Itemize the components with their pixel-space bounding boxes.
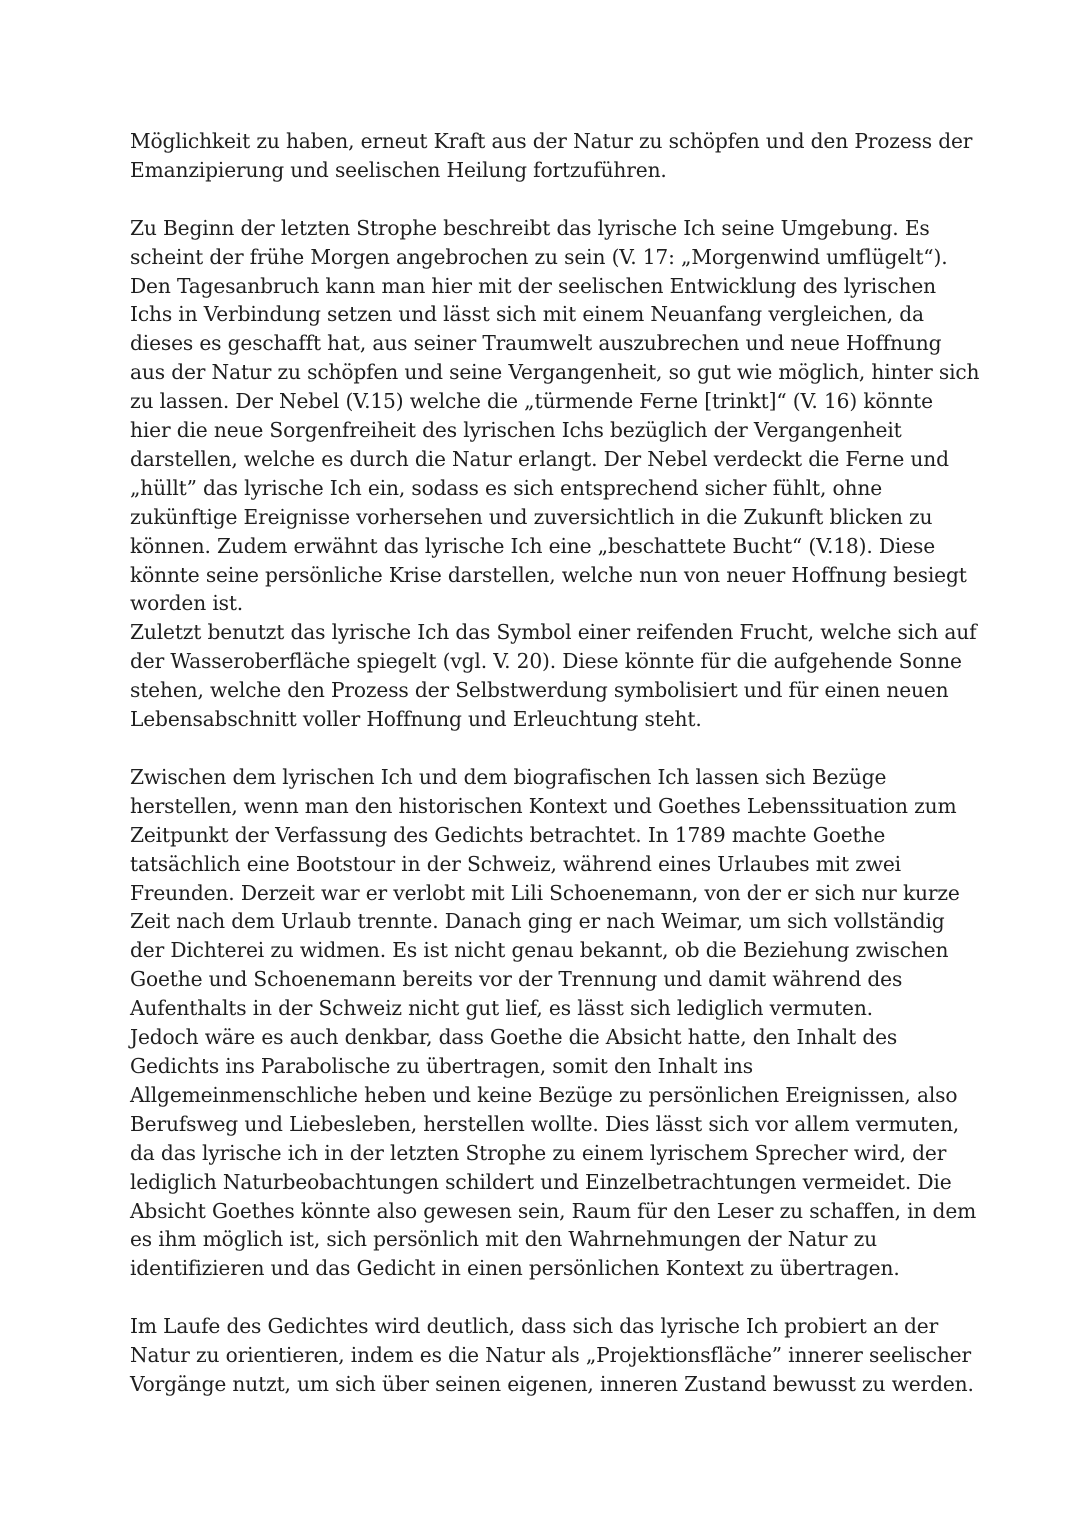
- text-line: aus der Natur zu schöpfen und seine Vergangenheit, so gut wie möglich, hinter sich: [130, 360, 980, 385]
- document-page: [130, 127, 980, 1428]
- text-line: Lebensabschnitt voller Hoffnung und Erleuchtung steht.: [130, 707, 702, 732]
- paragraph-2: [130, 214, 980, 734]
- text-line: Berufsweg und Liebesleben, herstellen wollte. Dies lässt sich vor allem vermuten,: [130, 1111, 960, 1136]
- paragraph-3: [130, 763, 977, 1283]
- text-line: identifizieren und das Gedicht in einen persönlichen Kontext zu übertragen.: [130, 1256, 900, 1281]
- text-line: Allgemeinmenschliche heben und keine Bezüge zu persönlichen Ereignissen, also: [130, 1082, 958, 1107]
- text-line: zukünftige Ereignisse vorhersehen und zuversichtlich in die Zukunft blicken zu: [130, 504, 933, 529]
- text-line: Absicht Goethes könnte also gewesen sein, Raum für den Leser zu schaffen, in dem: [130, 1198, 977, 1223]
- text-line: Zeitpunkt der Verfassung des Gedichts betrachtet. In 1789 machte Goethe: [130, 822, 886, 847]
- text-line: herstellen, wenn man den historischen Kontext und Goethes Lebenssituation zum: [130, 793, 957, 818]
- text-line: können. Zudem erwähnt das lyrische Ich eine „beschattete Bucht“ (V.18). Diese: [130, 533, 936, 558]
- text-line: scheint der frühe Morgen angebrochen zu sein (V. 17: „Morgenwind umflügelt“).: [130, 244, 948, 269]
- text-line: Vorgänge nutzt, um sich über seinen eigenen, inneren Zustand bewusst zu werden.: [130, 1371, 974, 1396]
- text-line: hier die neue Sorgenfreiheit des lyrischen Ichs bezüglich der Vergangenheit: [130, 418, 902, 443]
- text-line: stehen, welche den Prozess der Selbstwerdung symbolisiert und für einen neuen: [130, 678, 949, 703]
- text-line: Freunden. Derzeit war er verlobt mit Lili Schoenemann, von der er sich nur kurze: [130, 880, 960, 905]
- text-line: Goethe und Schoenemann bereits vor der Trennung und damit während des: [130, 967, 903, 992]
- text-line: Zwischen dem lyrischen Ich und dem biografischen Ich lassen sich Bezüge: [130, 764, 887, 789]
- text-line: dieses es geschafft hat, aus seiner Traumwelt auszubrechen und neue Hoffnung: [130, 331, 942, 356]
- text-line: der Dichterei zu widmen. Es ist nicht genau bekannt, ob die Beziehung zwischen: [130, 938, 949, 963]
- text-line: Den Tagesanbruch kann man hier mit der seelischen Entwicklung des lyrischen: [130, 273, 936, 298]
- paragraph-1: [130, 127, 973, 185]
- text-line: lediglich Naturbeobachtungen schildert und Einzelbetrachtungen vermeidet. Die: [130, 1169, 952, 1194]
- text-line: Ichs in Verbindung setzen und lässt sich mit einem Neuanfang vergleichen, da: [130, 302, 924, 327]
- text-line: Möglichkeit zu haben, erneut Kraft aus der Natur zu schöpfen und den Prozess der: [130, 129, 973, 153]
- text-line: zu lassen. Der Nebel (V.15) welche die „türmende Ferne [trinkt]“ (V. 16) könnte: [130, 389, 933, 414]
- text-line: darstellen, welche es durch die Natur erlangt. Der Nebel verdeckt die Ferne und: [130, 446, 949, 471]
- text-line: „hüllt” das lyrische Ich ein, sodass es sich entsprechend sicher fühlt, ohne: [130, 475, 883, 500]
- text-line: worden ist.: [130, 591, 244, 616]
- text-line: der Wasseroberfläche spiegelt (vgl. V. 20). Diese könnte für die aufgehende Sonne: [130, 649, 962, 674]
- text-line: Zeit nach dem Urlaub trennte. Danach ging er nach Weimar, um sich vollständig: [130, 909, 945, 934]
- text-line: könnte seine persönliche Krise darstellen, welche nun von neuer Hoffnung besiegt: [130, 562, 967, 587]
- text-line: Natur zu orientieren, indem es die Natur als „Projektionsfläche” innerer seelischer: [130, 1343, 971, 1368]
- text-line: Zu Beginn der letzten Strophe beschreibt das lyrische Ich seine Umgebung. Es: [130, 215, 930, 240]
- text-line: Im Laufe des Gedichtes wird deutlich, dass sich das lyrische Ich probiert an der: [130, 1314, 939, 1339]
- text-line: Aufenthalts in der Schweiz nicht gut lief, es lässt sich lediglich vermuten.: [130, 996, 873, 1021]
- text-line: es ihm möglich ist, sich persönlich mit den Wahrnehmungen der Natur zu: [130, 1227, 878, 1252]
- text-line: Zuletzt benutzt das lyrische Ich das Symbol einer reifenden Frucht, welche sich auf: [130, 620, 977, 645]
- text-line: Jedoch wäre es auch denkbar, dass Goethe die Absicht hatte, den Inhalt des: [130, 1025, 898, 1050]
- text-line: Gedichts ins Parabolische zu übertragen, somit den Inhalt ins: [130, 1053, 753, 1078]
- text-line: Emanzipierung und seelischen Heilung fortzuführen.: [130, 157, 667, 182]
- text-line: tatsächlich eine Bootstour in der Schweiz, während eines Urlaubes mit zwei: [130, 851, 901, 876]
- paragraph-4: [130, 1312, 974, 1399]
- text-line: da das lyrische ich in der letzten Strophe zu einem lyrischem Sprecher wird, der: [130, 1140, 947, 1165]
